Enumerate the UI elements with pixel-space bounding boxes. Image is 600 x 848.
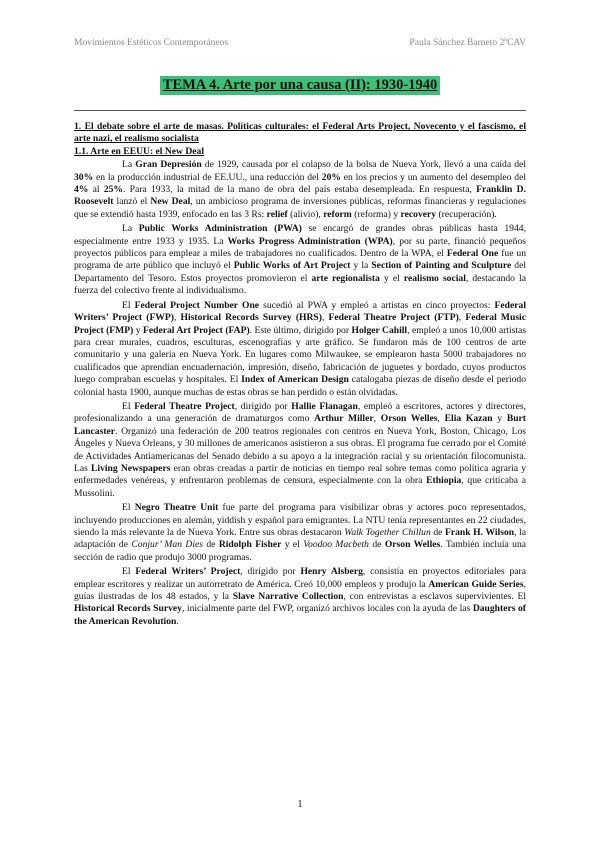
text-run: , guías ilustradas de los 48 estados, y la	[74, 578, 527, 603]
bold-term: Living Newspapers	[91, 462, 171, 474]
bold-term: Public Works of Art Project	[233, 260, 351, 272]
body-paragraph	[74, 300, 526, 399]
text-run: , consistía en proyectos editoriales para emplear escritores y realizar un autorretrato de América. Creó 10,000 empleos y produjo la	[74, 566, 526, 590]
text-run: (recuperación).	[436, 208, 497, 220]
italic-title: Conjur’ Man Dies	[131, 539, 203, 551]
text-run: fue parte del programa para visibilizar obras y actores poco representados, incluyendo producciones en alemán, yiddish y español para emigrantes. La NTU tenía representantes en 22 ciudades, siendo la más relevante la de Nueva York. Entre sus obras destacaron	[74, 502, 526, 538]
paragraphs-container	[74, 159, 526, 628]
bold-term: Federal Theatre Project (FTP)	[328, 312, 459, 324]
text-run: El	[122, 566, 136, 578]
text-run: . Este último, dirigido por	[249, 324, 352, 336]
text-run: de	[368, 539, 385, 551]
text-run: eran obras creadas a partir de noticias en tiempo real sobre temas como política agraria y enfermedades venéreas, y enfrentaron problemas de censura, especialmente con la obra	[74, 462, 526, 487]
bold-term: Ridolph Fisher	[218, 539, 282, 551]
body-paragraph	[74, 401, 526, 500]
bold-term: Hallie Flanagan	[291, 400, 358, 412]
bold-term: Federal Project Number One	[134, 299, 260, 311]
bold-term: Slave Narrative Collection	[232, 591, 344, 603]
text-run: El	[122, 400, 135, 412]
bold-term: arte regionalista	[311, 272, 380, 284]
title-divider	[74, 110, 526, 111]
text-run: y el	[281, 539, 304, 551]
text-run: , que criticaba a Mussolini.	[74, 475, 527, 499]
text-run: , por su parte, financió pequeños proyectos públicos para emplear a miles de trabajadores no cualificados. Dentro de la WPA, el	[74, 235, 526, 260]
bold-term: 30%	[74, 171, 94, 183]
document-body	[74, 121, 526, 630]
bold-term: Elia Kazan	[444, 413, 493, 425]
bold-term: Section of Painting and Sculpture	[371, 260, 512, 272]
text-run: La	[122, 159, 136, 171]
text-run: sucedió al PWA y empleó a artistas en cinco proyectos:	[259, 299, 495, 311]
body-paragraph	[74, 159, 526, 221]
body-paragraph	[74, 223, 526, 297]
text-run: La	[122, 223, 139, 235]
bold-term: Index of American Design	[241, 374, 349, 386]
page-number: 1	[297, 798, 303, 810]
bold-term: Arthur Miller	[314, 413, 374, 425]
bold-term: Daughters of the American Revolution	[74, 603, 526, 627]
bold-term: 25%	[103, 184, 124, 196]
text-run: y	[133, 324, 144, 336]
text-run: del Departamento del Tesoro. Estos proyectos promovieron el	[74, 260, 526, 284]
text-run: y	[492, 413, 507, 425]
text-run: , un ambicioso programa de inversiones públicas, reformas financieras y regulaciones que se extendió hasta 1939, enfocado en las 3 Rs:	[74, 196, 526, 220]
bold-term: New Deal	[150, 196, 191, 208]
bold-term: Negro Theatre Unit	[134, 502, 219, 514]
bold-term: Federal One	[446, 248, 499, 260]
bold-term: recovery	[400, 208, 437, 220]
text-run: y el	[379, 272, 404, 284]
text-run: , dirigido por	[234, 400, 292, 412]
bold-term: American Guide Series	[428, 578, 524, 590]
bold-term: Works Progress Administration (WPA)	[227, 235, 393, 247]
text-run: ,	[437, 413, 445, 425]
bold-term: realismo social	[403, 272, 466, 284]
bold-term: Gran Depresión	[135, 159, 202, 171]
text-run: El	[122, 502, 135, 514]
bold-term: Historical Records Survey (HRS)	[180, 312, 322, 324]
text-run: ,	[458, 312, 466, 324]
bold-term: Federal Theatre Project	[134, 400, 235, 412]
text-run: . Organizó una federación de 200 teatros regionales con centros en Nueva York, Boston, Chicago, Los Ángeles y Nueva Orleans, y 30 millones de americanos asistieron a sus obras. El programa fue cerrado por el Comité de Actividades Antiamericanas del Senado debido a su apoyo a la integración racial y su orientación filocomunista. Las	[74, 425, 526, 474]
bold-term: Orson Welles	[384, 539, 441, 551]
text-run: , destacando la fuerza del colectivo frente al individualismo.	[74, 272, 526, 297]
text-run: El	[122, 299, 135, 311]
bold-term: Public Works Administration (PWA)	[138, 223, 302, 235]
bold-term: Holger Cahill	[351, 324, 408, 336]
italic-title: Voodoo Macbeth	[303, 539, 369, 551]
header-author: Paula Sánchez Barneto 2ºCAV	[409, 38, 526, 48]
text-run: , empleó a unos 10,000 artistas para crear murales, cuadros, esculturas, escenografías y arte gráfico. Se fundaron más de 100 centros de arte comunitario y una galería en Nueva York. En lugares como Milwaukee, se emplearon hasta 5000 trabajadores no cualificados que aprendían encuadernación, impresión, diseño, fabricación de juguetes y bordado, cuyos productos luego compraban escuelas y hospitales. El	[74, 324, 526, 386]
bold-term: Franklin D. Roosevelt	[74, 184, 526, 208]
bold-term: relief	[266, 208, 288, 220]
text-run: fue un programa de arte público que incluyó el	[74, 248, 527, 272]
text-run: ,	[321, 312, 329, 324]
text-run: de	[202, 539, 219, 551]
text-run: , inicialmente parte del FWP, organizó archivos locales con la ayuda de las	[181, 603, 473, 615]
header-course-title: Movimientos Estéticos Contemporáneos	[74, 38, 229, 48]
text-run: (alivio),	[287, 208, 324, 220]
bold-term: Federal Writers’ Project (FWP)	[74, 299, 526, 324]
page-header	[74, 38, 526, 52]
bold-term: reform	[323, 208, 352, 220]
bold-term: Henry Alsberg	[300, 566, 363, 578]
bold-term: Orson Welles	[380, 413, 438, 425]
bold-term: Burt Lancaster	[74, 413, 526, 437]
bold-term: Historical Records Survey	[74, 603, 182, 615]
text-run: de	[430, 527, 446, 538]
page-title: TEMA 4. Arte por una causa (II): 1930-1940	[160, 76, 440, 95]
body-paragraph	[74, 566, 526, 628]
bold-term: Ethiopia	[426, 475, 462, 487]
subsection-heading: 1.1. Arte en EEUU: el New Deal	[74, 145, 205, 157]
text-run: al	[88, 184, 104, 196]
text-run: en la producción industrial de EE.UU., una reducción del	[93, 171, 322, 183]
body-paragraph	[74, 502, 526, 564]
section-heading: 1. El debate sobre el arte de masas. Políticas culturales: el Federal Arts Project, Novecento y el fascismo, el arte nazi, el realismo socialista	[74, 121, 526, 145]
text-run: ,	[173, 312, 181, 324]
text-run: , con entrevistas a esclavos supervivientes. El	[343, 591, 526, 603]
bold-term: 20%	[321, 171, 341, 183]
text-run: lanzó el	[113, 196, 151, 208]
text-run: . También incluía una sección de radio que produjo 3000 programas.	[74, 539, 527, 563]
text-run: se encargó de grandes obras públicas hasta 1944, especialmente entre 1933 y 1935. La	[74, 223, 526, 247]
bold-term: Federal Art Project (FAP)	[143, 324, 250, 336]
bold-term: Frank H. Wilson	[445, 527, 515, 538]
bold-term: 4%	[74, 184, 89, 196]
text-run: ,	[373, 413, 381, 425]
text-run: de 1929, causada por el colapso de la bolsa de Nueva York, llevó a una caída del	[201, 159, 526, 171]
text-run: (reforma) y	[351, 208, 401, 220]
italic-title: Walk Together Chillun	[344, 527, 431, 538]
text-run: en los precios y un aumento del desempleo del	[340, 171, 526, 183]
text-run: catalogaba piezas de diseño desde el periodo colonial hasta 1900, aunque muchas de estas obras se han perdido o están olvidadas.	[74, 374, 526, 398]
bold-term: Federal Writers’ Project	[135, 566, 241, 578]
text-run: .	[176, 615, 179, 627]
text-run: , empleó a escritores, actores y directores, profesionalizando a una generación de dramaturgos como	[74, 400, 526, 425]
text-run: , la adaptación de	[74, 527, 526, 551]
text-run: . Para 1933, la mitad de la mano de obra del país estaba desempleada. En respuesta,	[123, 184, 477, 196]
title-wrap	[0, 76, 600, 95]
bold-term: Federal Music Project (FMP)	[74, 312, 526, 336]
text-run: y la	[350, 260, 372, 272]
text-run: , dirigido por	[240, 566, 301, 578]
